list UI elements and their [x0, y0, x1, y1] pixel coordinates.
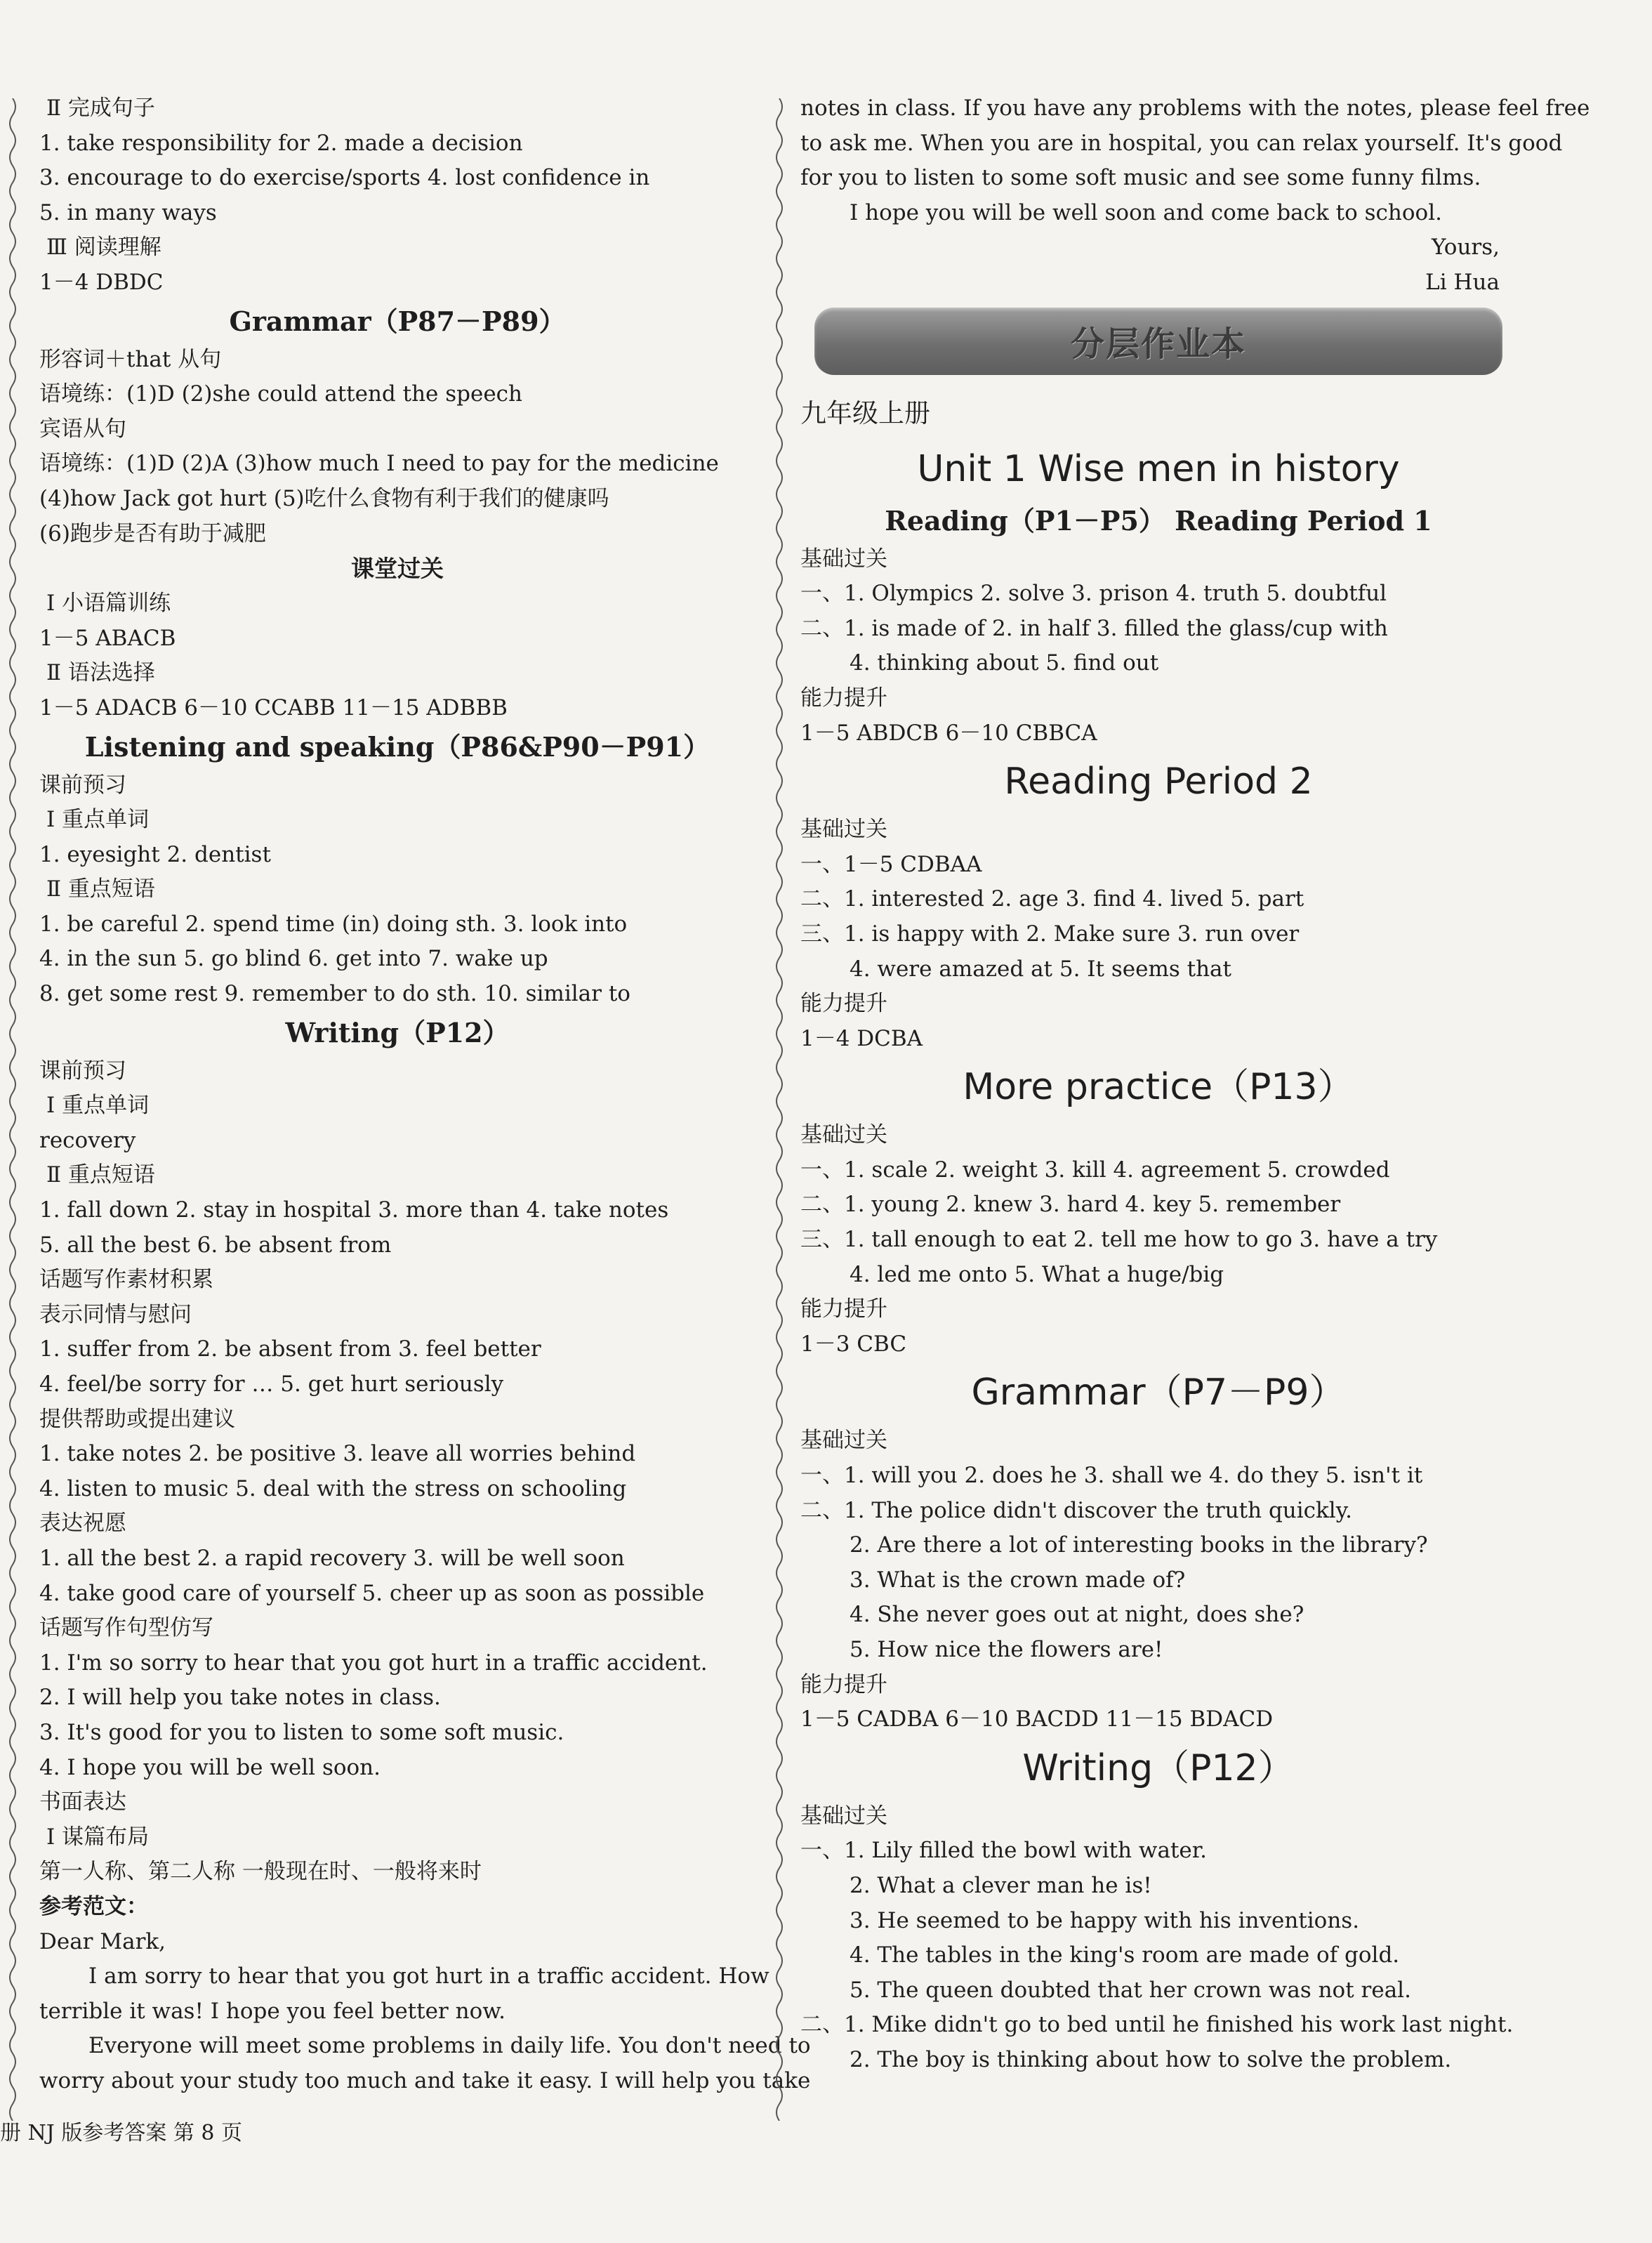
text-line: worry about your study too much and take it easy. I will help you take: [39, 2067, 811, 2093]
text-line: 4. led me onto 5. What a huge/big: [850, 1261, 1224, 1287]
text-line: Ⅱ 完成句子: [46, 96, 155, 121]
text-line: 8. get some rest 9. remember to do sth. 10. similar to: [39, 981, 630, 1007]
text-line: 课前预习: [39, 772, 126, 798]
text-line: terrible it was! I hope you feel better now.: [39, 1998, 505, 2024]
text-line: 5. all the best 6. be absent from: [39, 1232, 392, 1258]
text-line: to ask me. When you are in hospital, you can relax yourself. It's good: [800, 130, 1563, 156]
text-line: 表示同情与慰问: [39, 1301, 192, 1327]
section-heading: Writing（P12）: [285, 1016, 510, 1048]
text-line: 课前预习: [39, 1058, 126, 1084]
text-line: 基础过关: [800, 546, 887, 572]
text-line: Ⅱ 重点短语: [46, 1162, 155, 1188]
text-line: recovery: [39, 1127, 136, 1153]
text-line: 3. It's good for you to listen to some soft music.: [39, 1719, 564, 1745]
text-line: 书面表达: [39, 1789, 126, 1815]
banner-title: 分层作业本: [1070, 324, 1246, 364]
text-line: 能力提升: [800, 1671, 887, 1697]
text-line: 话题写作素材积累: [39, 1267, 213, 1293]
section-heading: Listening and speaking（P86&P90－P91）: [84, 730, 711, 763]
text-line: 4. take good care of yourself 5. cheer up as soon as possible: [39, 1580, 705, 1606]
text-line: 1. eyesight 2. dentist: [39, 841, 271, 867]
text-line: Ⅱ 语法选择: [46, 660, 155, 686]
text-line: Dear Mark,: [39, 1928, 166, 1954]
text-line: (4)how Jack got hurt (5)吃什么食物有利于我们的健康吗: [39, 485, 609, 511]
right-column: [800, 91, 1590, 2078]
text-line: 第一人称、第二人称 一般现在时、一般将来时: [39, 1859, 482, 1885]
text-line: 1. I'm so sorry to hear that you got hurt in a traffic accident.: [39, 1650, 708, 1676]
text-line: 1. suffer from 2. be absent from 3. feel better: [39, 1336, 541, 1362]
text-line: 话题写作句型仿写: [39, 1615, 213, 1641]
page-footer: 册 NJ 版参考答案 第 8 页: [0, 2121, 243, 2145]
section-heading: More practice（P13）: [963, 1066, 1354, 1109]
text-line: notes in class. If you have any problems with the notes, please feel free: [800, 96, 1590, 121]
text-line: 三、1. is happy with 2. Make sure 3. run over: [800, 921, 1300, 947]
text-line: 5. How nice the flowers are!: [850, 1637, 1163, 1662]
text-line: 1－5 CADBA 6－10 BACDD 11－15 BDACD: [800, 1706, 1274, 1732]
text-line: 二、1. is made of 2. in half 3. filled the glass/cup with: [800, 615, 1388, 641]
left-edge-wavy-border: [4, 98, 21, 2121]
section-heading: Grammar（P87－P89）: [229, 305, 566, 337]
text-line: 一、1－5 CDBAA: [800, 851, 982, 877]
text-line: 1. take responsibility for 2. made a decision: [39, 130, 523, 156]
text-line: 1－4 DBDC: [39, 269, 164, 295]
text-line: Ⅲ 阅读理解: [46, 235, 161, 261]
section-heading: 课堂过关: [351, 555, 444, 583]
text-line: 4. in the sun 5. go blind 6. get into 7. wake up: [39, 946, 548, 972]
text-line: 2. What a clever man he is!: [850, 1872, 1152, 1898]
text-line: Everyone will meet some problems in daily life. You don't need to: [88, 2033, 811, 2059]
text-line: 基础过关: [800, 817, 887, 843]
text-line: 基础过关: [800, 1428, 887, 1454]
text-line: 1－3 CBC: [800, 1331, 907, 1357]
text-line: 4. I hope you will be well soon.: [39, 1754, 381, 1780]
text-line: 4. listen to music 5. deal with the stress on schooling: [39, 1475, 627, 1501]
text-line: 能力提升: [800, 685, 887, 711]
text-line: 一、1. Olympics 2. solve 3. prison 4. truth 5. doubtful: [800, 581, 1387, 607]
text-line: 基础过关: [800, 1122, 887, 1148]
text-line: 2. I will help you take notes in class.: [39, 1685, 441, 1711]
text-line: 一、1. scale 2. weight 3. kill 4. agreement 5. crowded: [800, 1157, 1390, 1183]
text-line: Ⅱ 重点短语: [46, 876, 155, 902]
text-line: 基础过关: [800, 1803, 887, 1829]
text-line: Ⅰ 小语篇训练: [46, 591, 171, 617]
text-line: 4. were amazed at 5. It seems that: [850, 956, 1231, 982]
column-wavy-divider: [771, 98, 788, 2121]
text-line: I am sorry to hear that you got hurt in a traffic accident. How: [88, 1964, 769, 1989]
text-line: 一、1. Lily filled the bowl with water.: [800, 1838, 1208, 1864]
text-line: 3. He seemed to be happy with his inventions.: [850, 1907, 1360, 1933]
text-line: 二、1. young 2. knew 3. hard 4. key 5. remember: [800, 1192, 1341, 1218]
text-line: 语境练：(1)D (2)A (3)how much I need to pay for the medicine: [39, 451, 719, 477]
text-line: 1－5 ADACB 6－10 CCABB 11－15 ADBBB: [39, 695, 508, 721]
text-line: 4. feel/be sorry for … 5. get hurt seriously: [39, 1372, 504, 1397]
text-line: 能力提升: [800, 991, 887, 1017]
text-line: 1. take notes 2. be positive 3. leave all worries behind: [39, 1441, 636, 1467]
text-line: 1. fall down 2. stay in hospital 3. more than 4. take notes: [39, 1197, 669, 1223]
section-heading: Writing（P12）: [1022, 1747, 1295, 1789]
text-line: 2. The boy is thinking about how to solve the problem.: [850, 2046, 1452, 2072]
text-line: 二、1. Mike didn't go to bed until he finished his work last night.: [800, 2012, 1514, 2038]
text-line: 二、1. interested 2. age 3. find 4. lived 5. part: [800, 886, 1304, 912]
text-line: 1－4 DCBA: [800, 1025, 923, 1051]
answer-key-grade9: [800, 382, 1516, 2078]
letter-continuation: [800, 91, 1590, 301]
text-line: 1－5 ABACB: [39, 625, 176, 651]
text-line: Ⅰ 重点单词: [46, 807, 150, 833]
text-line: 能力提升: [800, 1296, 887, 1322]
text-line: 三、1. tall enough to eat 2. tell me how to go 3. have a try: [800, 1227, 1438, 1253]
section-heading: 九年级上册: [800, 397, 930, 428]
text-line: 4. thinking about 5. find out: [850, 650, 1159, 676]
text-line: (6)跑步是否有助于减肥: [39, 520, 266, 546]
text-line: I hope you will be well soon and come back to school.: [850, 199, 1442, 225]
text-line: 语境练：(1)D (2)she could attend the speech: [39, 381, 523, 407]
section-heading: Reading Period 2: [1004, 761, 1313, 803]
text-line: 4. The tables in the king's room are made of gold.: [850, 1942, 1400, 1968]
section-heading: Unit 1 Wise men in history: [917, 447, 1400, 490]
text-line: 3. What is the crown made of?: [850, 1567, 1186, 1593]
text-line: Yours,: [1432, 235, 1500, 261]
text-line: Ⅰ 重点单词: [46, 1093, 150, 1119]
section-banner: [814, 308, 1502, 375]
text-line: 4. She never goes out at night, does she?: [850, 1602, 1304, 1628]
text-line: 表达祝愿: [39, 1511, 126, 1537]
text-line: 一、1. will you 2. does he 3. shall we 4. do they 5. isn't it: [800, 1463, 1423, 1489]
text-line: 1. all the best 2. a rapid recovery 3. will be well soon: [39, 1545, 625, 1571]
text-line: 3. encourage to do exercise/sports 4. lost confidence in: [39, 165, 650, 191]
text-line: 参考范文：: [39, 1893, 148, 1919]
text-line: 1. be careful 2. spend time (in) doing sth. 3. look into: [39, 911, 628, 937]
text-line: 提供帮助或提出建议: [39, 1406, 235, 1432]
section-heading: Reading（P1－P5） Reading Period 1: [885, 504, 1432, 537]
text-line: 5. The queen doubted that her crown was not real.: [850, 1977, 1411, 2003]
section-heading: Grammar（P7－P9）: [971, 1372, 1346, 1414]
text-line: 1－5 ABDCB 6－10 CBBCA: [800, 720, 1097, 746]
text-line: 二、1. The police didn't discover the truth quickly.: [800, 1497, 1352, 1523]
text-line: for you to listen to some soft music and see some funny films.: [800, 165, 1481, 191]
text-line: Ⅰ 谋篇布局: [46, 1824, 150, 1850]
text-line: 2. Are there a lot of interesting books in the library?: [850, 1532, 1428, 1558]
text-line: 形容词＋that 从句: [39, 346, 222, 372]
left-column: [39, 91, 811, 2098]
text-line: 5. in many ways: [39, 199, 217, 225]
text-line: 宾语从句: [39, 416, 126, 442]
text-line: Li Hua: [1425, 269, 1500, 295]
